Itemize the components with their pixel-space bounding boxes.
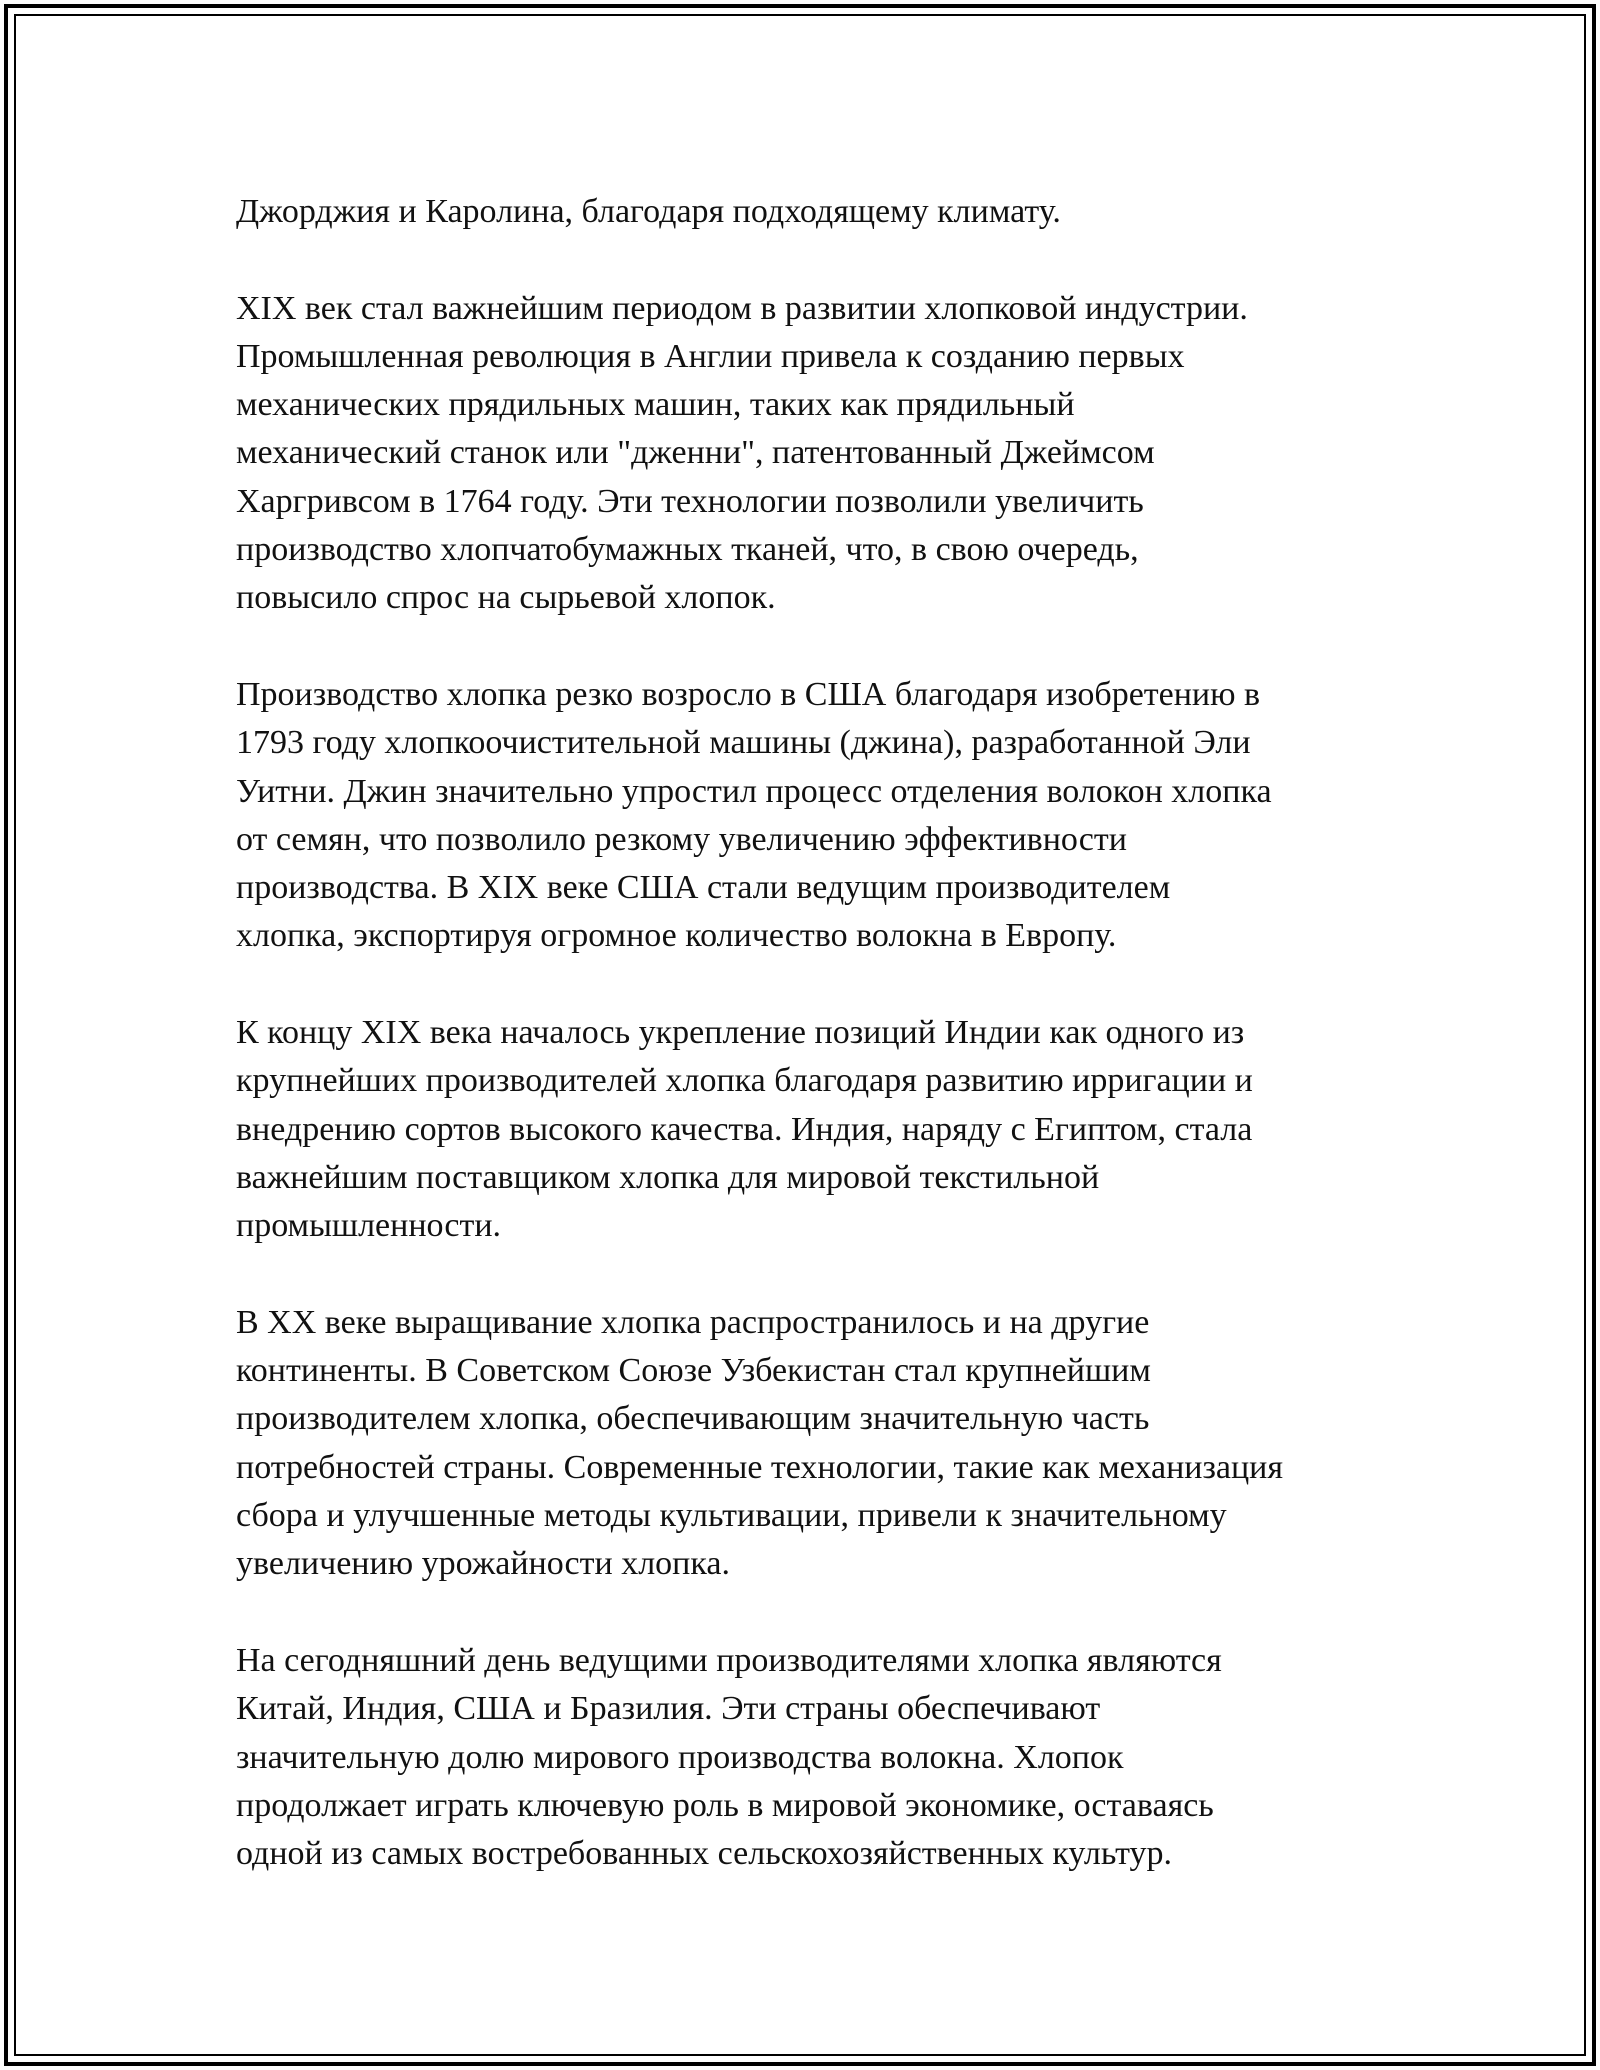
paragraph bbox=[236, 1299, 1426, 1589]
text-line: Уитни. Джин значительно упростил процесс отделения волокон хлопка bbox=[236, 772, 1272, 810]
text-line: потребностей страны. Современные технологии, такие как механизация bbox=[236, 1448, 1284, 1486]
text-line: Джорджия и Каролина, благодаря подходящему климату. bbox=[236, 193, 1061, 230]
paragraph bbox=[236, 188, 1426, 236]
text-line: важнейшим поставщиком хлопка для мировой текстильной bbox=[236, 1158, 1100, 1196]
text-line: 1793 году хлопкоочистительной машины (джина), разработанной Эли bbox=[236, 724, 1251, 762]
text-line: значительную долю мирового производства волокна. Хлопок bbox=[236, 1738, 1124, 1776]
document-body bbox=[236, 188, 1426, 1927]
paragraph bbox=[236, 1009, 1426, 1250]
text-line: увеличению урожайности хлопка. bbox=[236, 1545, 730, 1583]
text-line: промышленности. bbox=[236, 1207, 502, 1245]
text-line: внедрению сортов высокого качества. Индия, наряду с Египтом, стала bbox=[236, 1110, 1253, 1148]
text-line: Харгривсом в 1764 году. Эти технологии позволили увеличить bbox=[236, 482, 1144, 520]
text-line: производство хлопчатобумажных тканей, что, в свою очередь, bbox=[236, 531, 1139, 569]
text-line: Промышленная революция в Англии привела к созданию первых bbox=[236, 337, 1185, 375]
text-line: продолжает играть ключевую роль в мировой экономике, оставаясь bbox=[236, 1786, 1214, 1824]
text-line: континенты. В Советском Союзе Узбекистан стал крупнейшим bbox=[236, 1352, 1151, 1390]
text-line: Китай, Индия, США и Бразилия. Эти страны обеспечивают bbox=[236, 1690, 1101, 1728]
paragraph bbox=[236, 285, 1426, 623]
text-line: К концу XIX века началось укрепление позиций Индии как одного из bbox=[236, 1014, 1245, 1052]
text-line: от семян, что позволило резкому увеличению эффективности bbox=[236, 820, 1127, 858]
paragraph bbox=[236, 1637, 1426, 1878]
text-line: хлопка, экспортируя огромное количество волокна в Европу. bbox=[236, 917, 1117, 955]
text-line: производства. В XIX веке США стали ведущим производителем bbox=[236, 869, 1171, 907]
text-line: повысило спрос на сырьевой хлопок. bbox=[236, 579, 776, 617]
text-line: В XX веке выращивание хлопка распространилось и на другие bbox=[236, 1303, 1150, 1341]
text-line: механических прядильных машин, таких как прядильный bbox=[236, 386, 1075, 424]
paragraph bbox=[236, 671, 1426, 961]
text-line: механический станок или "дженни", патентованный Джеймсом bbox=[236, 434, 1155, 472]
text-line: XIX век стал важнейшим периодом в развитии хлопковой индустрии. bbox=[236, 289, 1248, 327]
text-line: крупнейших производителей хлопка благодаря развитию ирригации и bbox=[236, 1062, 1253, 1100]
text-line: На сегодняшний день ведущими производителями хлопка являются bbox=[236, 1641, 1222, 1679]
text-line: производителем хлопка, обеспечивающим значительную часть bbox=[236, 1400, 1150, 1438]
text-line: сбора и улучшенные методы культивации, привели к значительному bbox=[236, 1497, 1227, 1535]
text-line: одной из самых востребованных сельскохозяйственных культур. bbox=[236, 1835, 1172, 1873]
text-line: Производство хлопка резко возросло в США благодаря изобретению в bbox=[236, 675, 1261, 713]
